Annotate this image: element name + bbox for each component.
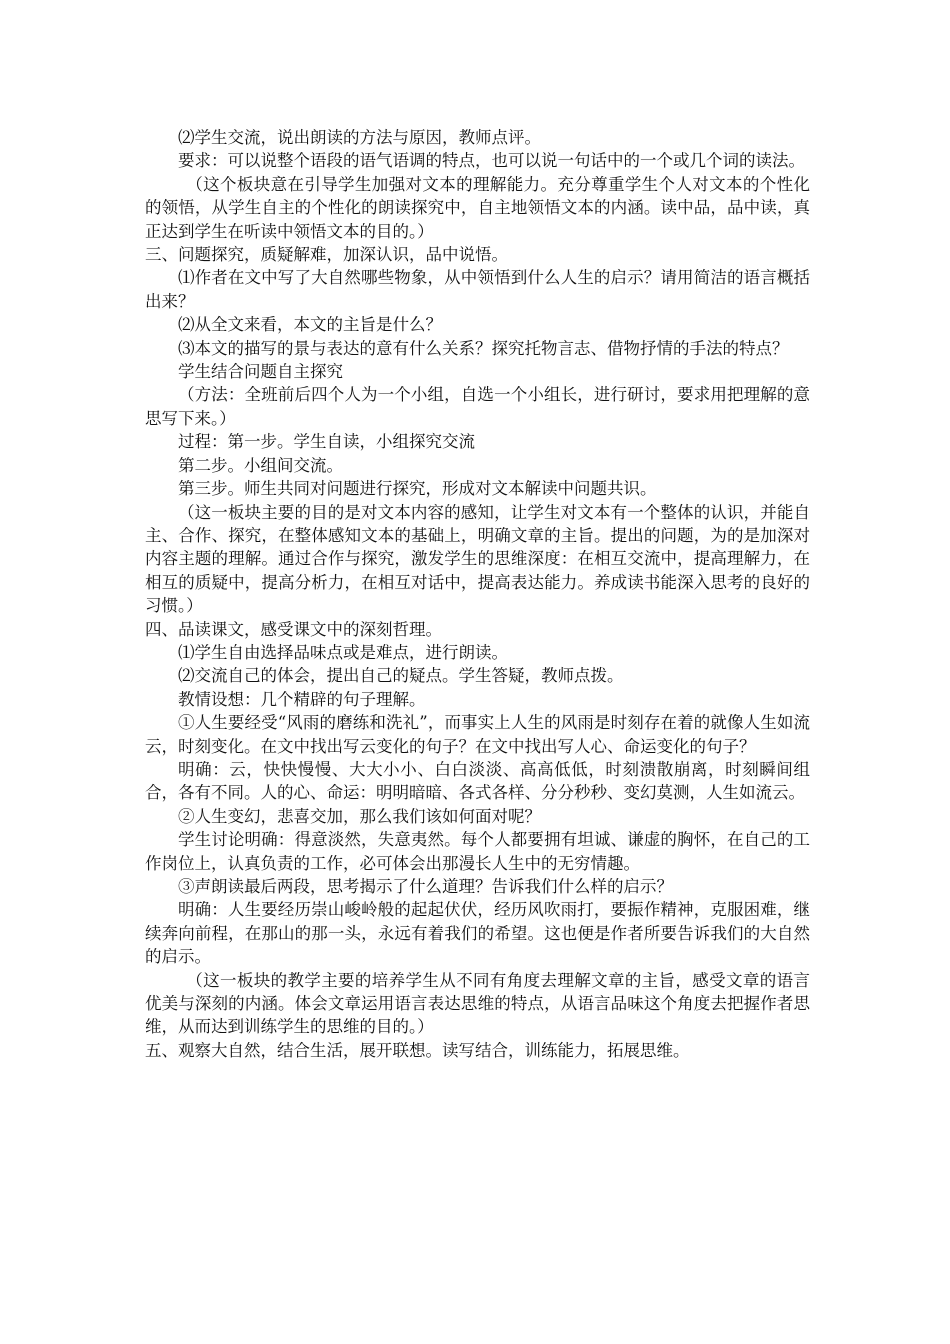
paragraph: 过程：第一步。学生自读，小组探究交流 xyxy=(178,432,475,452)
paragraph: （这个板块意在引导学生加强对文本的理解能力。充分尊重学生个人对文本的个性化的领悟，从学生自主的个性化的朗读探究中，自主地领悟文本的内涵。读中品，品中读，真正达到学生在听读中领悟文本的目的。） xyxy=(145,174,810,241)
paragraph: ⑵从全文来看，本文的主旨是什么？ xyxy=(178,315,442,335)
paragraph: 五、观察大自然，结合生活，展开联想。读写结合，训练能力，拓展思维。 xyxy=(145,1040,690,1060)
paragraph: 明确：云，快快慢慢、大大小小、白白淡淡、高高低低，时刻溃散崩离，时刻瞬间组合，各有不同。人的心、命运：明明暗暗、各式各样、分分秒秒、变幻莫测，人生如流云。 xyxy=(145,759,810,803)
paragraph: （方法：全班前后四个人为一个小组，自选一个小组长，进行研讨，要求用把理解的意思写下来。） xyxy=(145,385,810,428)
paragraph: 学生讨论明确：得意淡然，失意夷然。每个人都要拥有坦诚、谦虚的胸怀，在自己的工作岗位上，认真负责的工作，必可体会出那漫长人生中的无穷情趣。 xyxy=(145,830,810,873)
paragraph: ②人生变幻，悲喜交加，那么我们该如何面对呢？ xyxy=(178,806,541,826)
paragraph: ③声朗读最后两段，思考揭示了什么道理？告诉我们什么样的启示？ xyxy=(178,877,673,896)
paragraph: 明确：人生要经历崇山峻岭般的起起伏伏，经历风吹雨打，要振作精神，克服困难，继续奔向前程，在那山的那一头，永远有着我们的希望。这也便是作者所要告诉我们的大自然的启示。 xyxy=(145,900,810,967)
paragraph: 第二步。小组间交流。 xyxy=(178,455,343,475)
paragraph: 第三步。师生共同对问题进行探究，形成对文本解读中问题共识。 xyxy=(178,479,657,499)
paragraph: 四、品读课文，感受课文中的深刻哲理。 xyxy=(145,619,442,639)
paragraph: （这一板块主要的目的是对文本内容的感知，让学生对文本有一个整体的认识，并能自主、合作、探究，在整体感知文本的基础上，明确文章的主旨。提出的问题，为的是加深对内容主题的理解。通过合作与探究，激发学生的思维深度：在相互交流中，提高理解力，在相互的质疑中，提高分析力，在相互对话中，提高表达能力。养成读书能深入思考的良好的习惯。） xyxy=(145,502,810,616)
paragraph: ⑶本文的描写的景与表达的意有什么关系？探究托物言志、借物抒情的手法的特点？ xyxy=(178,338,789,358)
paragraph: 三、问题探究，质疑解难，加深认识，品中说悟。 xyxy=(145,245,508,265)
paragraph: 教情设想：几个精辟的句子理解。 xyxy=(178,689,426,709)
paragraph: ⑵交流自己的体会，提出自己的疑点。学生答疑，教师点拨。 xyxy=(178,666,624,686)
paragraph: ⑴学生自由选择品味点或是难点，进行朗读。 xyxy=(178,642,508,662)
paragraph: ⑵学生交流，说出朗读的方法与原因，教师点评。 xyxy=(178,128,541,147)
paragraph: 学生结合问题自主探究 xyxy=(178,362,343,382)
paragraph: ⑴作者在文中写了大自然哪些物象，从中领悟到什么人生的启示？请用简洁的语言概括出来？ xyxy=(145,268,810,311)
paragraph: 要求：可以说整个语段的语气语调的特点，也可以说一句话中的一个或几个词的读法。 xyxy=(178,151,805,171)
paragraph: ①人生要经受“风雨的磨练和洗礼”，而事实上人生的风雨是时刻存在着的就像人生如流云，时刻变化。在文中找出写云变化的句子？在文中找出写人心、命运变化的句子？ xyxy=(145,713,810,756)
document-body xyxy=(145,126,810,1062)
paragraph: （这一板块的教学主要的培养学生从不同有角度去理解文章的主旨，感受文章的语言优美与深刻的内涵。体会文章运用语言表达思维的特点，从语言品味这个角度去把握作者思维，从而达到训练学生的思维的目的。） xyxy=(145,970,810,1037)
